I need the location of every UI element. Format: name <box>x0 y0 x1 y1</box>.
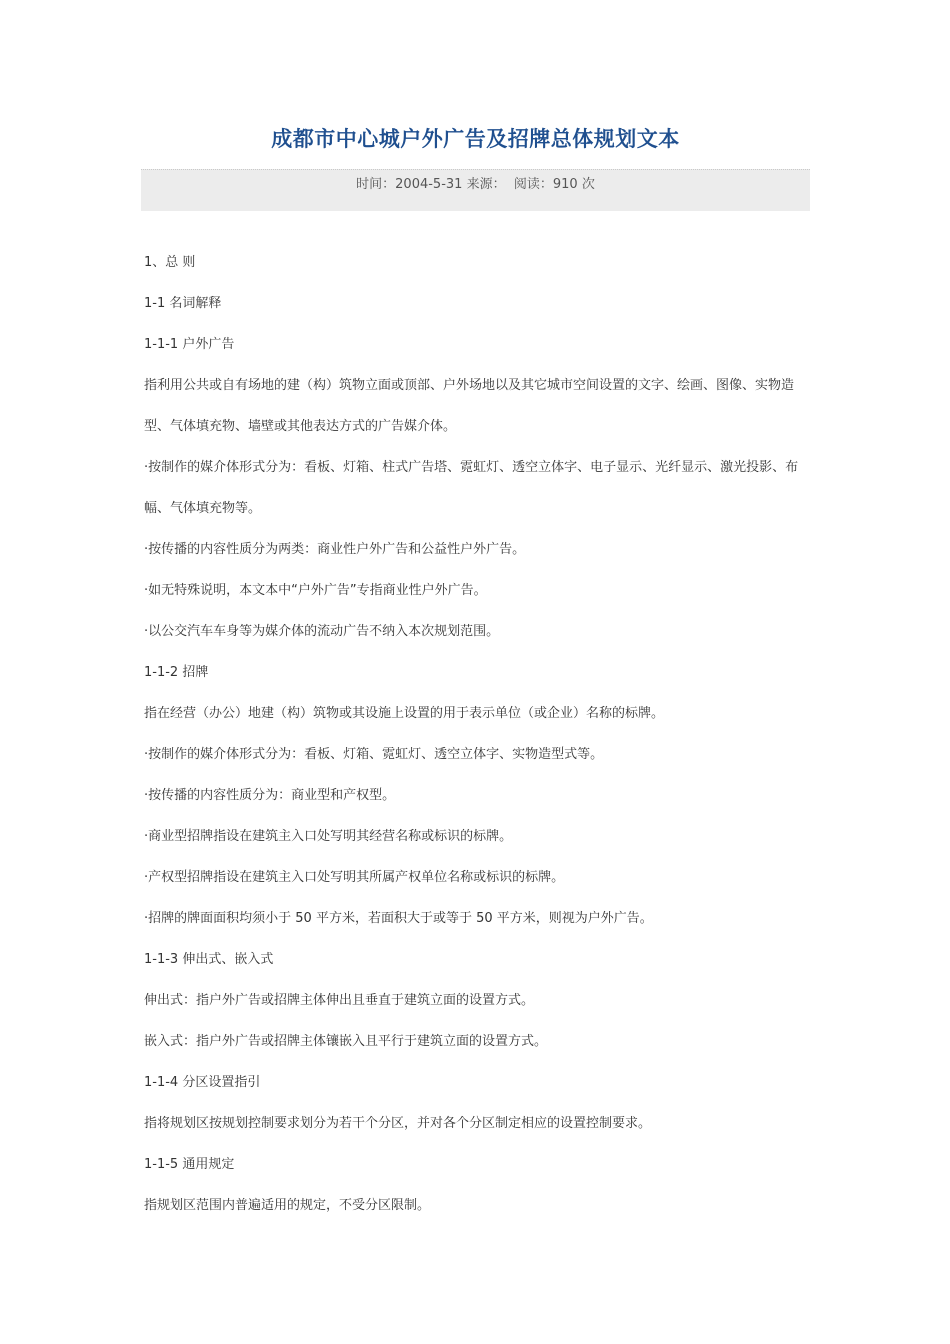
body-paragraph: 伸出式：指户外广告或招牌主体伸出且垂直于建筑立面的设置方式。 <box>144 993 535 1008</box>
subsection-heading: 1-1-4 分区设置指引 <box>144 1075 261 1090</box>
read-count-unit: 次 <box>581 177 595 192</box>
subsection-heading: 1-1-2 招牌 <box>144 665 209 680</box>
read-count: 910 <box>552 177 578 192</box>
bullet-paragraph: ·如无特殊说明，本文本中“户外广告”专指商业性户外广告。 <box>144 583 487 598</box>
article-meta-bar <box>141 169 810 211</box>
bullet-paragraph: ·按传播的内容性质分为：商业型和产权型。 <box>144 788 396 803</box>
bullet-paragraph: ·商业型招牌指设在建筑主入口处写明其经营名称或标识的标牌。 <box>144 829 513 844</box>
time-label: 时间： <box>356 177 396 192</box>
section-heading: 1、总 则 <box>144 255 196 270</box>
subsection-heading: 1-1-3 伸出式、嵌入式 <box>144 952 274 967</box>
body-paragraph: 指规划区范围内普遍适用的规定，不受分区限制。 <box>144 1198 431 1213</box>
bullet-paragraph: ·按制作的媒介体形式分为：看板、灯箱、柱式广告塔、霓虹灯、透空立体字、电子显示、光纤显示、激光投影、布幅、气体填充物等。 <box>144 460 799 516</box>
subsection-heading: 1-1-5 通用规定 <box>144 1157 235 1172</box>
document-title: 成都市中心城户外广告及招牌总体规划文本 <box>271 127 680 151</box>
read-count-label: 阅读： <box>513 177 553 192</box>
body-paragraph: 指将规划区按规划控制要求划分为若干个分区，并对各个分区制定相应的设置控制要求。 <box>144 1116 652 1131</box>
bullet-paragraph: ·按制作的媒介体形式分为：看板、灯箱、霓虹灯、透空立体字、实物造型式等。 <box>144 747 604 762</box>
bullet-paragraph: ·以公交汽车车身等为媒介体的流动广告不纳入本次规划范围。 <box>144 624 500 639</box>
subsection-heading: 1-1-1 户外广告 <box>144 337 235 352</box>
bullet-paragraph: ·产权型招牌指设在建筑主入口处写明其所属产权单位名称或标识的标牌。 <box>144 870 565 885</box>
body-paragraph: 嵌入式：指户外广告或招牌主体镶嵌入且平行于建筑立面的设置方式。 <box>144 1034 548 1049</box>
bullet-paragraph: ·按传播的内容性质分为两类：商业性户外广告和公益性户外广告。 <box>144 542 526 557</box>
source-label: 来源： <box>466 177 506 192</box>
document-page <box>141 0 810 1226</box>
article-body <box>141 242 810 1226</box>
section-heading: 1-1 名词解释 <box>144 296 222 311</box>
body-paragraph: 指利用公共或自有场地的建（构）筑物立面或顶部、户外场地以及其它城市空间设置的文字、绘画、图像、实物造型、气体填充物、墙壁或其他表达方式的广告媒介体。 <box>144 378 795 434</box>
bullet-paragraph: ·招牌的牌面面积均须小于 50 平方米，若面积大于或等于 50 平方米，则视为户外广告。 <box>144 911 653 926</box>
publish-date: 2004-5-31 <box>395 177 463 192</box>
body-paragraph: 指在经营（办公）地建（构）筑物或其设施上设置的用于表示单位（或企业）名称的标牌。 <box>144 706 665 721</box>
